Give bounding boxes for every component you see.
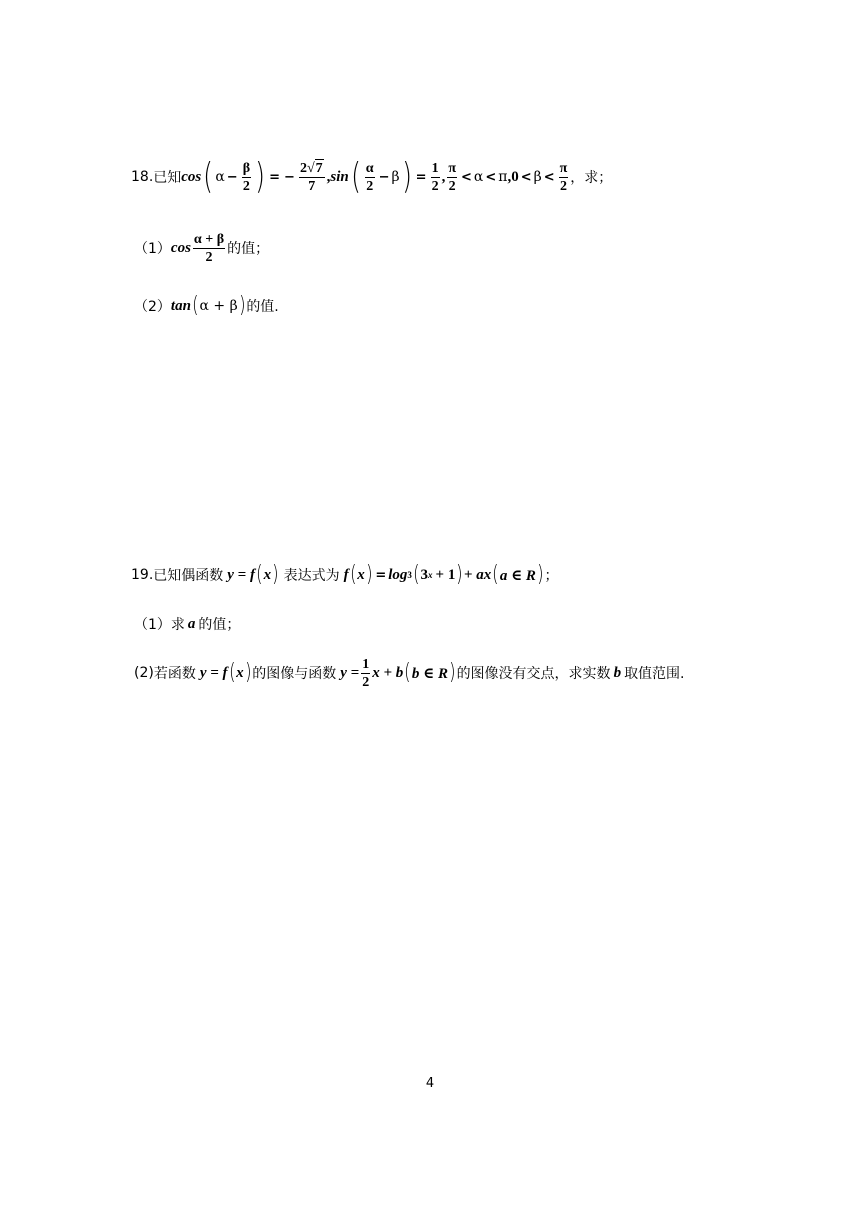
problem-18-part-1: （1） cos $\frac{\alpha + \beta}{2}$ 的值； — [134, 231, 270, 265]
problem-19-statement: 19. 已知偶函数 y = f ( x ) 表达式为 f ( x ) = log 3 ( 3 x + 1 ) + ax ( a ∈ R ) ； — [131, 562, 559, 587]
fraction-alpha-plus-beta-over-2: $\frac{\alpha + \beta}{2}$ — [193, 231, 225, 265]
problem-19-part-1: （1） 求 a 的值； — [134, 615, 241, 633]
problem-19-number: 19. — [131, 567, 154, 583]
fraction-1-over-2-line: $\frac{1}{2}$ — [362, 656, 370, 690]
fraction-1-over-2: $\frac{1}{2}$ — [431, 160, 439, 194]
problem-18-part-2: （2） tan ( α + β ) 的值. — [134, 293, 279, 318]
fraction-alpha-over-2: $\frac{\alpha}{2}$ — [365, 160, 374, 194]
problem-18-intro: 已知 — [153, 170, 182, 186]
fraction-pi-over-2: $\frac{\pi}{2}$ — [448, 160, 456, 194]
page-number: 4 — [425, 1076, 435, 1091]
problem-18-number: 18. — [131, 169, 154, 185]
problem-19-part-2: (2) 若函数 y = f ( x ) 的图像与函数 y = $\frac{1}{2}$ x + b ( b ∈ R ) 的图像没有交点，求实数 b 取值范围. — [134, 656, 685, 690]
problem-18-statement: 18. 已知 cos ( α − $\frac{\beta}{2}$ ) = − 2√ 7 7 , sin ( $\frac{\alpha}{2}$ − β ) = $\frac{1}{2}$ , $\frac{\pi}{2}$ < α < π , 0 < β < $\frac{\pi}{2}$ ，求； — [131, 156, 613, 197]
fraction-pi-over-2-b: $\frac{\pi}{2}$ — [559, 160, 568, 194]
fraction-beta-over-2: $\frac{\beta}{2}$ — [242, 160, 251, 194]
fraction-2sqrt7-over-7: 2√ 7 7 — [299, 161, 323, 194]
